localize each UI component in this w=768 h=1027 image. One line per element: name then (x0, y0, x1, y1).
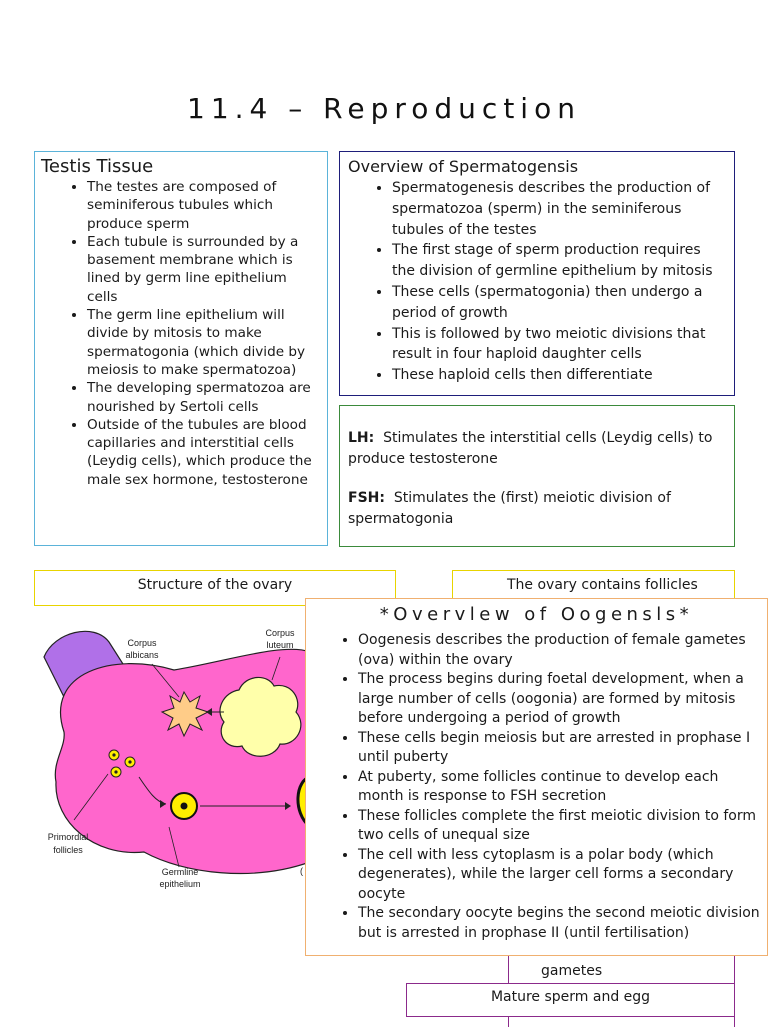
list-item: • Outside of the tubules are blood capillaries and interstitial cells (Leydig cells), which produce the male sex hormone, testosterone (87, 416, 319, 489)
list-item: • These haploid cells then differentiate (392, 365, 724, 386)
mature-sperm-egg-box: Mature sperm and egg (406, 983, 735, 1017)
germline-label-1: Germline (161, 867, 199, 877)
list-item: • The first stage of sperm production requires the division of germline epithelium by mitosis (392, 240, 724, 282)
list-item: • Oogenesis describes the production of female gametes (ova) within the ovary (358, 631, 761, 670)
list-item: • This is followed by two meiotic divisions that result in four haploid daughter cells (392, 324, 724, 366)
testis-tissue-box (34, 151, 328, 546)
list-item: • Each tubule is surrounded by a basement membrane which is lined by germ line epithelium cells (87, 233, 319, 306)
ovary-follicles-box: The ovary contains follicles (452, 570, 735, 606)
corpus-albicans-label-2: albicans (125, 650, 159, 660)
oogenesis-box (305, 598, 768, 956)
corpus-luteum-label-1: Corpus (265, 628, 295, 638)
fsh-label: FSH: (348, 490, 385, 506)
hormones-box (339, 405, 735, 547)
page-title: 11.4 – Reproduction (187, 92, 581, 125)
fsh-paragraph (348, 488, 724, 530)
list-item: • The cell with less cytoplasm is a polar body (which degenerates), while the larger cell forms a secondary oocyte (358, 846, 761, 905)
spermatogenesis-list (348, 178, 724, 386)
ovary-diagram (34, 612, 310, 912)
corpus-luteum-label-2: luteum (266, 640, 294, 650)
primordial-label-1: Primordial (47, 832, 89, 842)
list-item: • Spermatogenesis describes the production of spermatozoa (sperm) in the seminiferous tubules of the testes (392, 178, 724, 240)
list-item: • The secondary oocyte begins the second meiotic division but is arrested in prophase II (until fertilisation) (358, 904, 761, 943)
list-item: • The developing spermatozoa are nourished by Sertoli cells (87, 379, 319, 416)
testis-heading: Testis Tissue (41, 156, 154, 177)
oogenesis-list (312, 631, 761, 943)
list-item: • These cells (spermatogonia) then undergo a period of growth (392, 282, 724, 324)
lh-text: Stimulates the interstitial cells (Leydig cells) to produce testosterone (348, 430, 713, 467)
partial-label: ( (300, 866, 303, 876)
lh-label: LH: (348, 430, 375, 446)
corpus-albicans-label-1: Corpus (127, 638, 157, 648)
developing-follicle (171, 793, 197, 819)
list-item: • At puberty, some follicles continue to develop each month is response to FSH secretion (358, 768, 761, 807)
list-item: • The process begins during foetal development, when a large number of cells (oogonia) are formed by mitosis before undergoing a period of growth (358, 670, 761, 729)
spermatogenesis-box (339, 151, 735, 396)
ovary-structure-title: Structure of the ovary (34, 570, 396, 606)
primordial-label-2: follicles (53, 845, 83, 855)
bottom-connector (508, 1017, 735, 1027)
list-item: • The germ line epithelium will divide by mitosis to make spermatogonia (which divide by meiosis to make spermatozoa) (87, 306, 319, 379)
spermatogenesis-heading: Overview of Spermatogensis (348, 157, 579, 176)
oogenesis-heading: *Overvlew of Oogensls* (379, 604, 694, 625)
germline-label-2: epithelium (159, 879, 201, 889)
testis-list (41, 178, 319, 489)
list-item: • These cells begin meiosis but are arrested in prophase I until puberty (358, 729, 761, 768)
list-item: • The testes are composed of seminiferous tubules which produce sperm (87, 178, 319, 233)
lh-paragraph (348, 428, 724, 470)
gametes-box: gametes (508, 955, 735, 985)
list-item: • These follicles complete the first meiotic division to form two cells of unequal size (358, 807, 761, 846)
fsh-text: Stimulates the (first) meiotic division of spermatogonia (348, 490, 671, 527)
